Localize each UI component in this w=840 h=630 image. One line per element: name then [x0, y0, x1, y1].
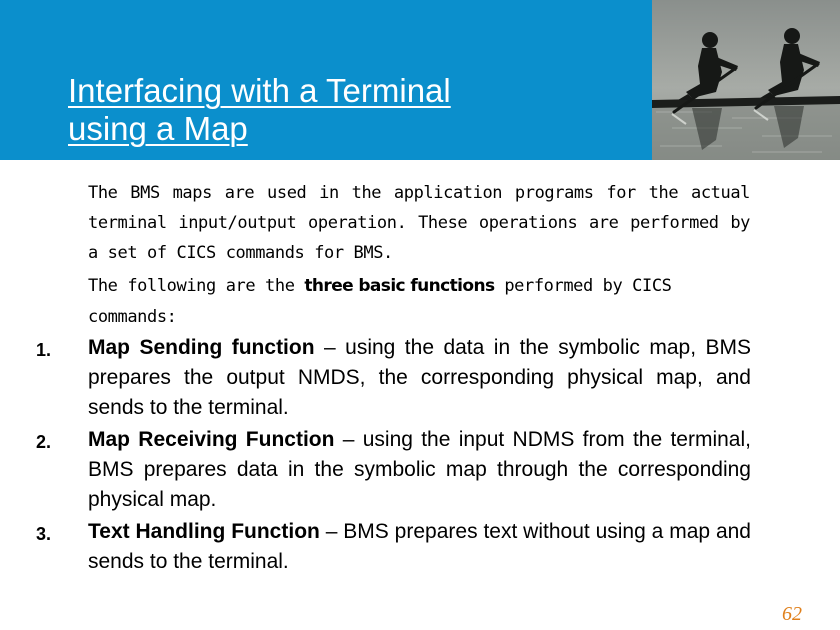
rowers-photo: [652, 0, 840, 160]
function-item-map-receiving: [0, 425, 840, 515]
slide-title-line-2: using a Map: [68, 110, 248, 147]
intro-lead-bold: three basic functions: [304, 276, 495, 296]
function-description: – BMS prepares text without using a map and sends to the terminal.: [88, 520, 751, 573]
function-name: Text Handling Function: [88, 520, 320, 543]
function-description: – using the input NDMS from the terminal, BMS prepares data in the symbolic map through the corresponding physical map.: [88, 428, 751, 511]
intro-lead-after: performed by CICS commands:: [88, 276, 672, 327]
function-number: 1.: [36, 340, 52, 360]
function-text: [88, 333, 751, 423]
function-text: [88, 517, 751, 577]
function-description: – using the data in the symbolic map, BMS prepares the output NMDS, the corresponding physical map, and sends to the terminal.: [88, 336, 752, 419]
function-number: 2.: [36, 432, 52, 452]
intro-lead-before: The following are the: [88, 276, 305, 296]
function-text: [88, 425, 751, 515]
functions-list: [0, 333, 840, 579]
intro-paragraph: The BMS maps are used in the application programs for the actual terminal input/output operation. These operations are performed by a set of CICS commands for BMS.: [88, 183, 750, 263]
function-name: Map Sending function: [88, 336, 315, 359]
page-number: 62: [782, 603, 802, 625]
slide-title-line-1: Interfacing with a Terminal: [68, 72, 451, 109]
function-name: Map Receiving Function: [88, 428, 335, 451]
function-item-text-handling: [0, 517, 840, 577]
function-number: 3.: [36, 524, 52, 544]
function-item-map-sending: [0, 333, 840, 423]
intro-lead: [88, 271, 750, 333]
slide-title: [68, 72, 628, 148]
